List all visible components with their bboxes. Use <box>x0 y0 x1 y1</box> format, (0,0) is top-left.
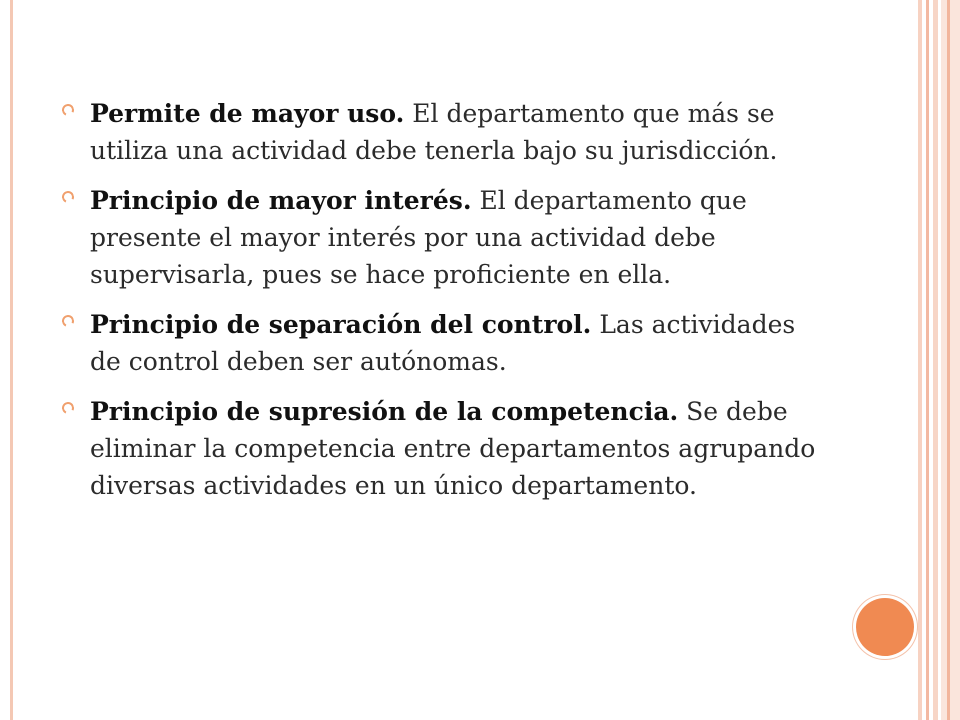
bullet-text: Se debe eliminar la competencia entre departamentos agrupando diversas actividades en un único departamento. <box>90 397 816 500</box>
bullet-list <box>62 95 822 504</box>
bullet-heading: Permite de mayor uso. <box>90 99 405 128</box>
bullet-ring-icon <box>60 313 75 328</box>
bullet-text: Las actividades de control deben ser autónomas. <box>90 310 796 376</box>
bullet-heading: Principio de mayor interés. <box>90 186 472 215</box>
bullet-heading: Principio de separación del control. <box>90 310 592 339</box>
left-border-line <box>10 0 13 720</box>
bullet-ring-icon <box>60 400 75 415</box>
right-stripe <box>933 0 938 720</box>
bullet-ring-icon <box>60 102 75 117</box>
slide-content <box>62 95 822 517</box>
bullet-text: El departamento que presente el mayor interés por una actividad debe supervisarla, pues se hace proficiente en ella. <box>90 186 747 289</box>
bullet-item <box>62 182 822 293</box>
right-stripe <box>947 0 950 720</box>
right-stripe <box>918 0 922 720</box>
right-stripe <box>926 0 929 720</box>
bullet-item <box>62 393 822 504</box>
right-stripe <box>941 0 960 720</box>
bullet-heading: Principio de supresión de la competencia. <box>90 397 679 426</box>
accent-circle-decoration <box>856 598 914 656</box>
bullet-item <box>62 95 822 169</box>
bullet-text: El departamento que más se utiliza una actividad debe tenerla bajo su jurisdicción. <box>90 99 778 165</box>
bullet-ring-icon <box>60 189 75 204</box>
bullet-item <box>62 306 822 380</box>
